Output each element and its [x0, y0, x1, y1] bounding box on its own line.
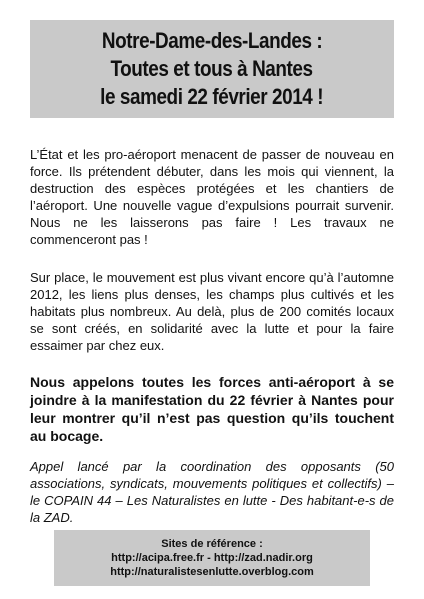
reference-links-line-2: http://naturalistesenlutte.overblog.com — [110, 566, 314, 578]
title-line-3: le samedi 22 février 2014 ! — [100, 84, 324, 109]
reference-sites-box — [54, 530, 370, 586]
title-banner — [30, 20, 394, 118]
reference-sites-title: Sites de référence : — [161, 538, 263, 550]
reference-links-line-1: http://acipa.free.fr - http://zad.nadir.org — [111, 552, 313, 564]
paragraph-movement: Sur place, le mouvement est plus vivant encore qu’à l’automne 2012, les liens plus denses, les champs plus cultivés et les habitats plus nombreux. Au delà, plus de 200 comités locaux se sont créés, en solidarité avec la lutte et pour la faire essaimer par chez eux. — [30, 270, 394, 353]
title-line-1: Notre-Dame-des-Landes : — [101, 28, 323, 53]
paragraph-threat: L’État et les pro-aéroport menacent de passer de nouveau en force. Ils prétendent débuter, dans les mois qui viennent, la destruction des espèces protégées et les chantiers de l’aéroport. Une nouvelle vague d’expulsions pourrait survenir. Nous ne les laisserons pas faire ! Les travaux ne commenceront pas ! — [30, 147, 394, 247]
paragraph-signatories: Appel lancé par la coordination des opposants (50 associations, syndicats, mouvements politiques et collectifs) – le COPAIN 44 – Les Naturalistes en lutte - Des habitant-e-s de la ZAD. — [30, 459, 394, 525]
paragraph-call-to-action: Nous appelons toutes les forces anti-aéroport à se joindre à la manifestation du 22 février à Nantes pour leur montrer qu’il n’est pas question qu’ils touchent au bocage. — [30, 374, 394, 444]
title-line-2: Toutes et tous à Nantes — [110, 56, 314, 81]
